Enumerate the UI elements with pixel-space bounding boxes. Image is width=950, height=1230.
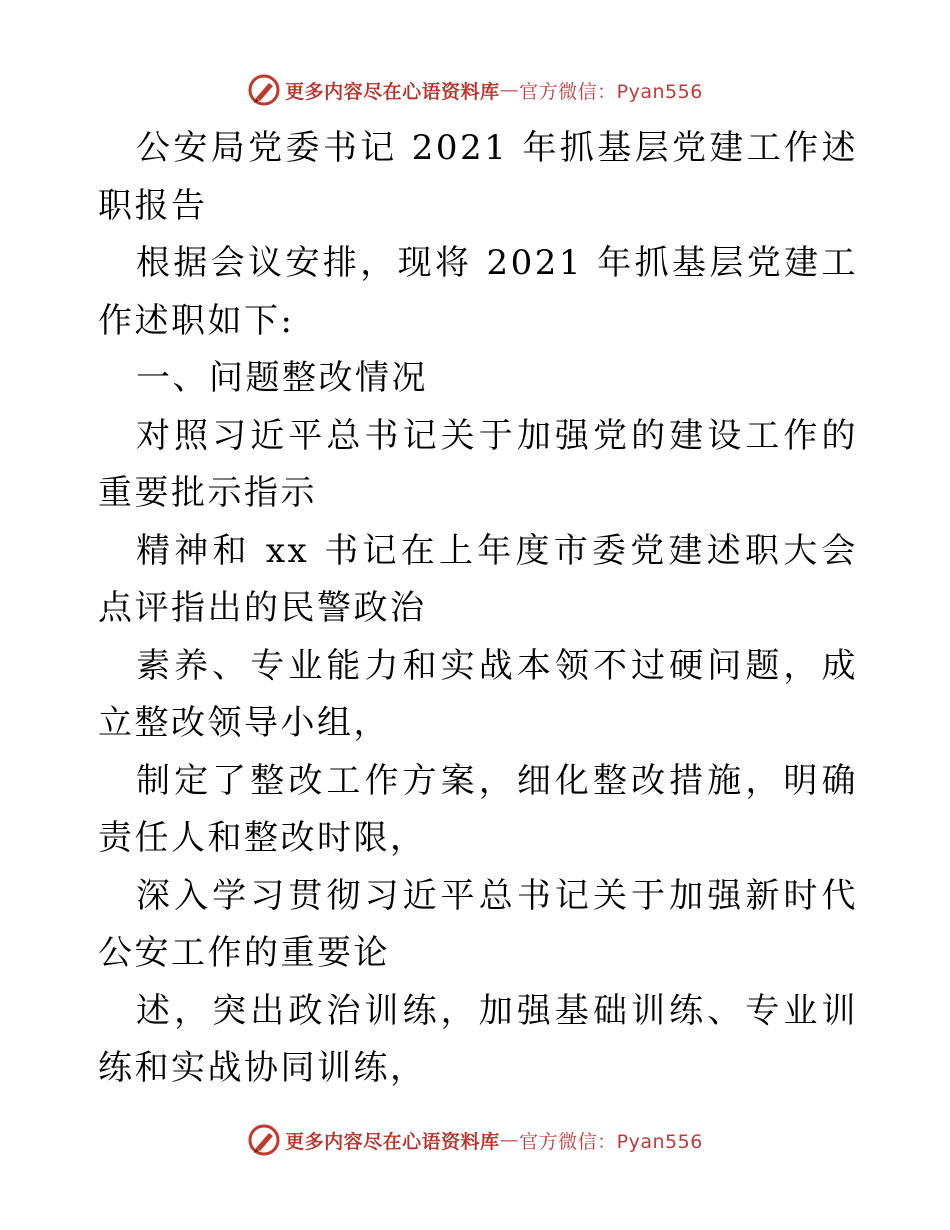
watermark-wechat-text: 官方微信：Pyan556 (519, 80, 703, 103)
section-heading: 一、问题整改情况 (136, 358, 428, 398)
paragraph: 精神和 xx 书记在上年度市委党建述职大会点评指出的民警政治 (98, 530, 858, 628)
paragraph: 深入学习贯彻习近平总书记关于加强新时代公安工作的重要论 (98, 875, 858, 973)
paragraph: 对照习近平总书记关于加强党的建设工作的重要批示指示 (98, 415, 858, 513)
paragraph: 制定了整改工作方案，细化整改措施，明确责任人和整改时限， (98, 760, 858, 858)
footer-watermark (0, 1120, 950, 1160)
watermark-dash: — (499, 1129, 520, 1151)
pen-logo-icon (247, 1123, 281, 1157)
paragraph-intro: 根据会议安排，现将 2021 年抓基层党建工作述职如下: (98, 243, 858, 341)
watermark-main-text: 更多内容尽在心语资料库 (285, 1130, 500, 1153)
watermark-dash: — (499, 79, 520, 101)
paragraph: 素养、专业能力和实战本领不过硬问题，成立整改领导小组， (98, 645, 858, 743)
header-watermark (0, 70, 950, 110)
paragraph: 述，突出政治训练，加强基础训练、专业训练和实战协同训练， (98, 990, 858, 1088)
document-title: 公安局党委书记 2021 年抓基层党建工作述职报告 (98, 128, 858, 226)
watermark-main-text: 更多内容尽在心语资料库 (285, 80, 500, 103)
pen-logo-icon (247, 73, 281, 107)
document-body (98, 120, 858, 1098)
watermark-wechat-text: 官方微信：Pyan556 (519, 1130, 703, 1153)
